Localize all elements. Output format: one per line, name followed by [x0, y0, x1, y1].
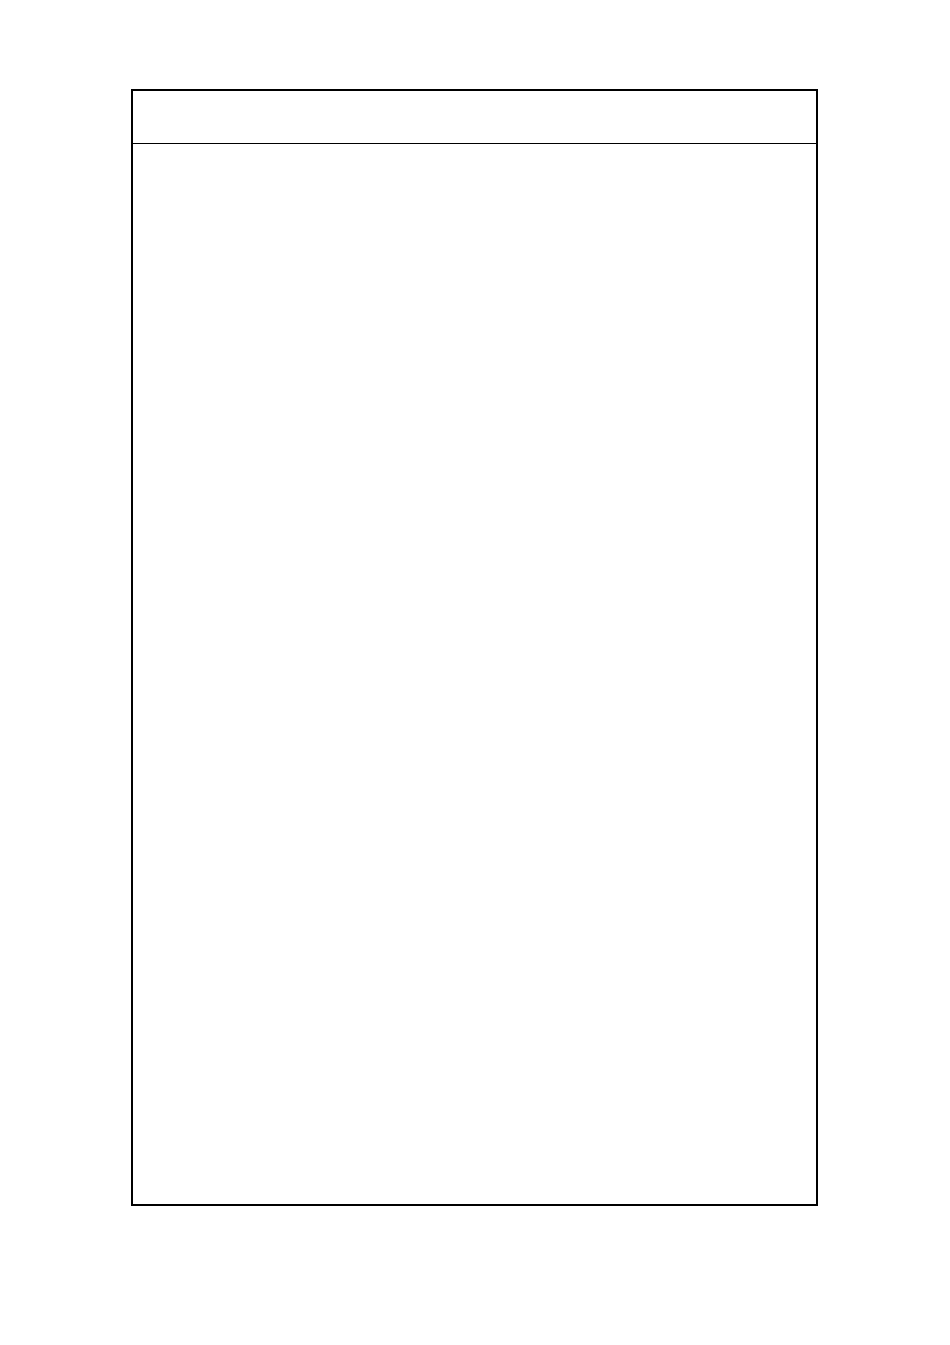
- document-frame: [131, 89, 818, 1206]
- company-name: [133, 91, 816, 144]
